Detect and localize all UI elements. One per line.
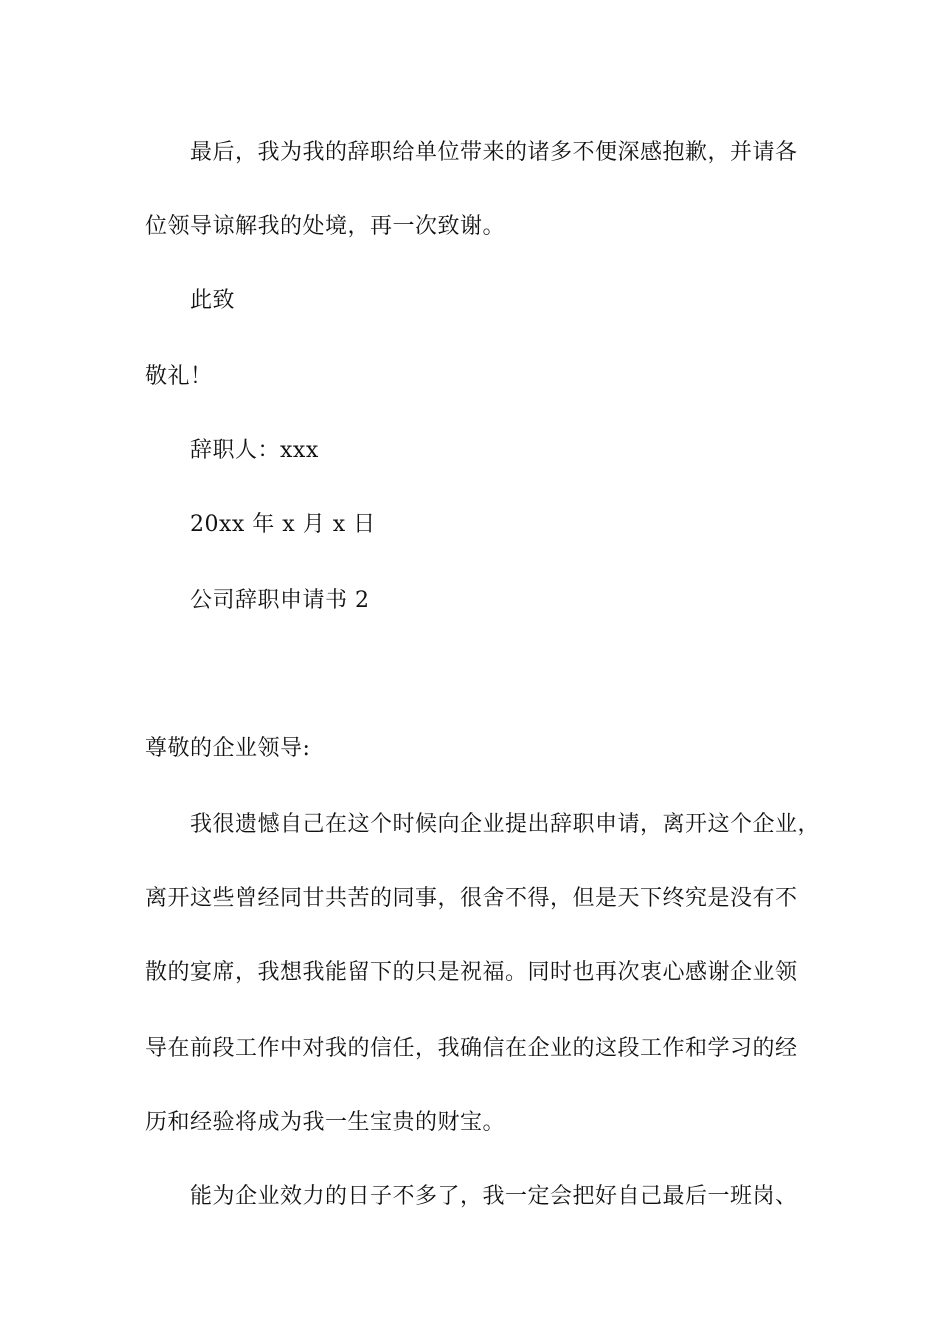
section-title: 公司辞职申请书 2 xyxy=(190,588,370,613)
salutation-ci-zhi: 此致 xyxy=(190,288,236,313)
paragraph-1-line-1: 我很遗憾自己在这个时候向企业提出辞职申请，离开这个企业， xyxy=(190,812,821,837)
closing-paragraph-line-2: 位领导谅解我的处境，再一次致谢。 xyxy=(145,214,506,239)
closing-paragraph-line-1: 最后，我为我的辞职给单位带来的诸多不便深感抱歉，并请各 xyxy=(190,140,798,165)
signature-line: 辞职人：xxx xyxy=(190,438,319,463)
paragraph-1-line-3: 散的宴席，我想我能留下的只是祝福。同时也再次衷心感谢企业领 xyxy=(145,960,798,985)
paragraph-1-line-2: 离开这些曾经同甘共苦的同事，很舍不得，但是天下终究是没有不 xyxy=(145,886,798,911)
salutation-jing-li: 敬礼！ xyxy=(145,364,213,389)
date-line: 20xx 年 x 月 x 日 xyxy=(190,512,376,537)
paragraph-1-line-5: 历和经验将成为我一生宝贵的财宝。 xyxy=(145,1110,506,1135)
paragraph-1-line-4: 导在前段工作中对我的信任，我确信在企业的这段工作和学习的经 xyxy=(145,1036,798,1061)
paragraph-2-line-1: 能为企业效力的日子不多了，我一定会把好自己最后一班岗、 xyxy=(190,1184,798,1209)
greeting: 尊敬的企业领导: xyxy=(145,736,311,761)
